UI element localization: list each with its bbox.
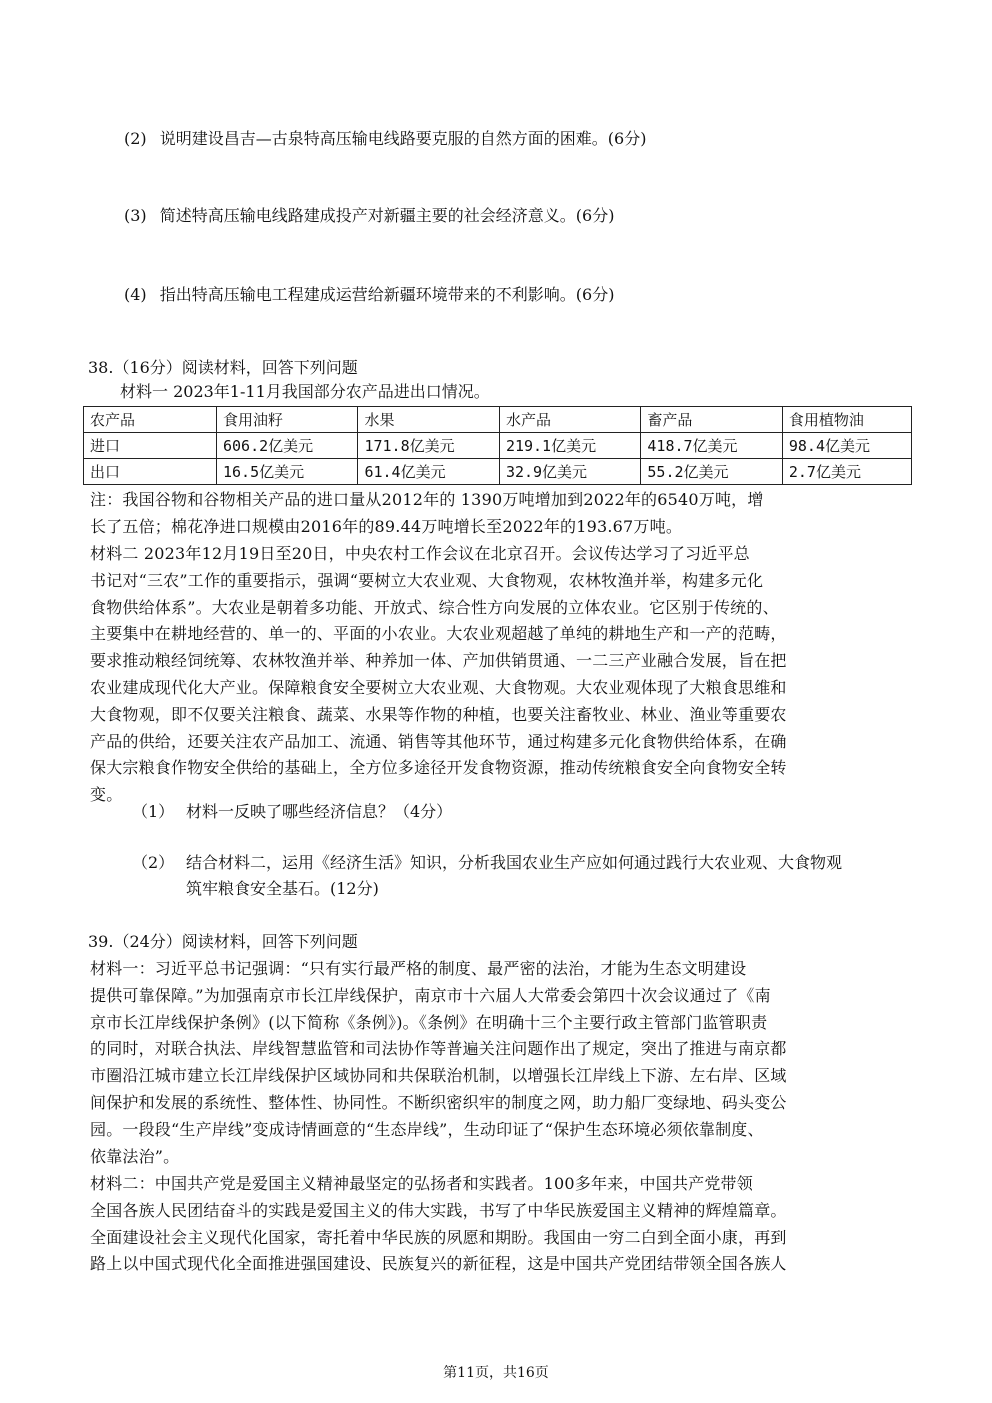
material-line: 间保护和发展的系统性、整体性、协同性。不断织密织牢的制度之网，助力船厂变绿地、码头变公 xyxy=(90,1092,787,1112)
question-3 xyxy=(124,205,614,227)
question-number: (2) xyxy=(124,129,147,148)
material-line: 路上以中国式现代化全面推进强国建设、民族复兴的新征程，这是中国共产党团结带领全国各族人 xyxy=(90,1254,787,1274)
material-line: 市圈沿江城市建立长江岸线保护区域协同和共保联治机制，以增强长江岸线上下游、左右岸、区域 xyxy=(90,1066,787,1086)
q38-note xyxy=(90,487,905,541)
table-header-cell: 水果 xyxy=(358,407,499,433)
table-row xyxy=(84,459,912,485)
material-line: 提供可靠保障。”为加强南京市长江岸线保护，南京市十六届人大常委会第四十次会议通过了《南 xyxy=(90,985,771,1005)
material-line: 依靠法治”。 xyxy=(90,1146,180,1166)
trade-table xyxy=(83,406,912,485)
question-number: (3) xyxy=(124,206,147,225)
q39-header: 39.（24分）阅读材料，回答下列问题 xyxy=(88,932,358,951)
material-line: 主要集中在耕地经营的、单一的、平面的小农业。大农业观超越了单纯的耕地生产和一产的范畴， xyxy=(90,624,787,644)
q38-material1-title: 材料一 2023年1-11月我国部分农产品进出口情况。 xyxy=(120,382,490,401)
material-line: 材料一：习近平总书记强调：“只有实行最严格的制度、最严密的法治，才能为生态文明建设 xyxy=(90,959,747,978)
table-row xyxy=(84,433,912,459)
q38-subquestion-1 xyxy=(132,799,453,825)
material-line: 产品的供给，还要关注农产品加工、流通、销售等其他环节，通过构建多元化食物供给体系，在确 xyxy=(90,731,787,751)
question-number: (4) xyxy=(124,285,147,304)
q38-subquestion-2-text xyxy=(186,850,842,902)
material-line: 全国各族人民团结奋斗的实践是爱国主义的伟大实践，书写了中华民族爱国主义精神的辉煌篇章。 xyxy=(90,1200,787,1220)
q39-material1 xyxy=(90,956,905,1170)
table-cell: 171.8亿美元 xyxy=(358,433,499,459)
material-line: 变。 xyxy=(90,785,123,805)
table-cell: 418.7亿美元 xyxy=(641,433,782,459)
subquestion-number: （1） xyxy=(132,802,175,821)
q38-header: 38.（16分）阅读材料，回答下列问题 xyxy=(88,358,358,377)
page-footer: 第11页，共16页 xyxy=(443,1365,549,1381)
material-line: 保大宗粮食作物安全供给的基础上，全方位多途径开发食物资源，推动传统粮食安全向食物安全转 xyxy=(90,758,787,778)
material-line: 要求推动粮经饲统筹、农林牧渔并举、种养加一体、产加供销贯通、一二三产业融合发展，旨在把 xyxy=(90,651,787,671)
subquestion-number: （2） xyxy=(132,853,175,872)
material-line: 材料二：中国共产党是爱国主义精神最坚定的弘扬者和实践者。100多年来，中国共产党带领 xyxy=(90,1174,753,1193)
q38-subquestion-2 xyxy=(132,850,174,876)
material-line: 京市长江岸线保护条例》(以下简称《条例》)。《条例》在明确十三个主要行政主管部门监管职责 xyxy=(90,1012,768,1032)
table-header-cell: 畜产品 xyxy=(641,407,782,433)
question-text: 指出特高压输电工程建成运营给新疆环境带来的不利影响。(6分) xyxy=(159,285,615,304)
table-cell: 进口 xyxy=(84,433,217,459)
table-cell: 16.5亿美元 xyxy=(217,459,358,485)
table-cell: 32.9亿美元 xyxy=(499,459,640,485)
table-cell: 出口 xyxy=(84,459,217,485)
table-header-cell: 食用油籽 xyxy=(217,407,358,433)
material-line: 食物供给体系”。大农业是朝着多功能、开放式、综合性方向发展的立体农业。它区别于传统的、 xyxy=(90,597,779,617)
table-header-cell: 食用植物油 xyxy=(782,407,911,433)
table-cell: 219.1亿美元 xyxy=(499,433,640,459)
material-line: 的同时，对联合执法、岸线智慧监管和司法协作等普遍关注问题作出了规定，突出了推进与南京都 xyxy=(90,1039,787,1059)
table-header-cell: 农产品 xyxy=(84,407,217,433)
table-cell: 55.2亿美元 xyxy=(641,459,782,485)
question-2 xyxy=(124,128,646,150)
note-line: 长了五倍；棉花净进口规模由2016年的89.44万吨增长至2022年的193.67万吨。 xyxy=(90,516,683,536)
material-line: 农业建成现代化大产业。保障粮食安全要树立大农业观、大食物观。大农业观体现了大粮食思维和 xyxy=(90,677,787,697)
table-cell: 61.4亿美元 xyxy=(358,459,499,485)
table-header-cell: 水产品 xyxy=(499,407,640,433)
table-cell: 606.2亿美元 xyxy=(217,433,358,459)
material-line: 园。一段段“生产岸线”变成诗情画意的“生态岸线”，生动印证了“保护生态环境必须依靠制度、 xyxy=(90,1119,764,1139)
table-cell: 2.7亿美元 xyxy=(782,459,911,485)
table-cell: 98.4亿美元 xyxy=(782,433,911,459)
table-header-row xyxy=(84,407,912,433)
subquestion-text: 结合材料二，运用《经济生活》知识，分析我国农业生产应如何通过践行大农业观、大食物观 xyxy=(186,853,843,872)
question-text: 简述特高压输电线路建成投产对新疆主要的社会经济意义。(6分) xyxy=(159,206,615,225)
q39-material2 xyxy=(90,1171,905,1278)
q38-material2 xyxy=(90,541,905,809)
subquestion-text: 筑牢粮食安全基石。(12分) xyxy=(186,879,379,898)
material-line: 大食物观，即不仅要关注粮食、蔬菜、水果等作物的种植，也要关注畜牧业、林业、渔业等重要农 xyxy=(90,704,787,724)
note-line: 注：我国谷物和谷物相关产品的进口量从2012年的 1390万吨增加到2022年的6540万吨，增 xyxy=(90,490,764,509)
question-4 xyxy=(124,284,614,306)
material-line: 材料二 2023年12月19日至20日，中央农村工作会议在北京召开。会议传达学习了习近平总 xyxy=(90,544,750,563)
material-line: 书记对“三农”工作的重要指示，强调“要树立大农业观、大食物观，农林牧渔并举，构建多元化 xyxy=(90,570,764,590)
subquestion-text: 材料一反映了哪些经济信息？（4分） xyxy=(186,802,453,821)
question-text: 说明建设昌吉—古泉特高压输电线路要克服的自然方面的困难。(6分) xyxy=(159,129,647,148)
material-line: 全面建设社会主义现代化国家，寄托着中华民族的夙愿和期盼。我国由一穷二白到全面小康，再到 xyxy=(90,1227,787,1247)
